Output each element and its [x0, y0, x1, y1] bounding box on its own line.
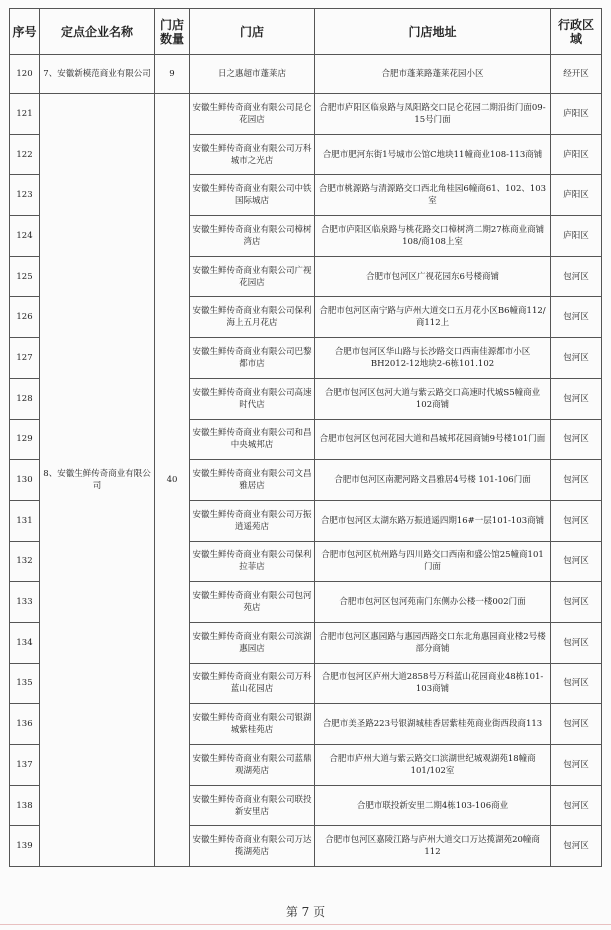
area-cell: 经开区: [551, 55, 602, 94]
count-cell: 40: [155, 94, 190, 867]
seq-cell: 125: [10, 256, 40, 297]
company-cell: 7、安徽新模范商业有限公司: [40, 55, 155, 94]
area-cell: 包河区: [551, 582, 602, 623]
store-cell: 安徽生鲜传奇商业有限公司银湖城紫桂苑店: [190, 704, 315, 745]
seq-cell: 134: [10, 622, 40, 663]
address-cell: 合肥市蓬莱路蓬莱花园小区: [315, 55, 551, 94]
seq-cell: 137: [10, 745, 40, 786]
area-cell: 包河区: [551, 500, 602, 541]
store-cell: 安徽生鲜传奇商业有限公司联投新安里店: [190, 785, 315, 826]
seq-cell: 124: [10, 216, 40, 257]
company-cell: 8、安徽生鲜传奇商业有限公司: [40, 94, 155, 867]
area-cell: 包河区: [551, 460, 602, 501]
header-seq: 序号: [10, 9, 40, 55]
store-cell: 安徽生鲜传奇商业有限公司昆仑花园店: [190, 94, 315, 135]
seq-cell: 122: [10, 134, 40, 175]
store-cell: 安徽生鲜传奇商业有限公司文昌雅居店: [190, 460, 315, 501]
area-cell: 包河区: [551, 663, 602, 704]
store-cell: 安徽生鲜传奇商业有限公司樟树湾店: [190, 216, 315, 257]
address-cell: 合肥市包河区南淝河路文昌雅居4号楼 101-106门面: [315, 460, 551, 501]
address-cell: 合肥市包河区包河花园大道和昌城邦花园商铺9号楼101门面: [315, 419, 551, 460]
area-cell: 庐阳区: [551, 216, 602, 257]
address-cell: 合肥市包河区包河大道与紫云路交口高速时代城S5幢商业102商铺: [315, 378, 551, 419]
area-cell: 庐阳区: [551, 94, 602, 135]
seq-cell: 129: [10, 419, 40, 460]
address-cell: 合肥市包河区广视花园东6号楼商铺: [315, 256, 551, 297]
seq-cell: 138: [10, 785, 40, 826]
address-cell: 合肥市包河区华山路与长沙路交口西南佳源都市小区BH2012-12地块2-6栋101.102: [315, 338, 551, 379]
area-cell: 庐阳区: [551, 175, 602, 216]
store-cell: 安徽生鲜传奇商业有限公司高速时代店: [190, 378, 315, 419]
header-area: 行政区域: [551, 9, 602, 55]
area-cell: 包河区: [551, 297, 602, 338]
store-cell: 安徽生鲜传奇商业有限公司滨湖惠园店: [190, 622, 315, 663]
address-cell: 合肥市桃源路与清源路交口西北角桂园6幢商61、102、103室: [315, 175, 551, 216]
store-cell: 安徽生鲜传奇商业有限公司万达揽湖苑店: [190, 826, 315, 867]
seq-cell: 121: [10, 94, 40, 135]
address-cell: 合肥市美圣路223号银湖城桂香居紫桂苑商业街西段商113: [315, 704, 551, 745]
area-cell: 包河区: [551, 622, 602, 663]
address-cell: 合肥市包河区杭州路与四川路交口西南和盛公馆25幢商101门面: [315, 541, 551, 582]
address-cell: 合肥市包河区嘉陵江路与庐州大道交口万达揽湖苑20幢商112: [315, 826, 551, 867]
seq-cell: 128: [10, 378, 40, 419]
seq-cell: 133: [10, 582, 40, 623]
area-cell: 包河区: [551, 785, 602, 826]
seq-cell: 123: [10, 175, 40, 216]
address-cell: 合肥市包河区包河苑南门东侧办公楼一楼002门面: [315, 582, 551, 623]
seq-cell: 127: [10, 338, 40, 379]
page-bottom-divider: [0, 924, 611, 925]
store-cell: 安徽生鲜传奇商业有限公司万科城市之光店: [190, 134, 315, 175]
seq-cell: 139: [10, 826, 40, 867]
store-cell: 安徽生鲜传奇商业有限公司和昌中央城邦店: [190, 419, 315, 460]
store-cell: 安徽生鲜传奇商业有限公司包河苑店: [190, 582, 315, 623]
store-cell: 安徽生鲜传奇商业有限公司中铁国际城店: [190, 175, 315, 216]
seq-cell: 136: [10, 704, 40, 745]
area-cell: 包河区: [551, 704, 602, 745]
address-cell: 合肥市包河区惠园路与惠园西路交口东北角惠园商业楼2号楼部分商铺: [315, 622, 551, 663]
seq-cell: 131: [10, 500, 40, 541]
store-cell: 安徽生鲜传奇商业有限公司保利海上五月花店: [190, 297, 315, 338]
table-row: [10, 94, 602, 135]
page-number: 第 7 页: [285, 905, 326, 919]
area-cell: 包河区: [551, 745, 602, 786]
header-company: 定点企业名称: [40, 9, 155, 55]
address-cell: 合肥市包河区太湖东路万振逍遥四期16#一层101-103商铺: [315, 500, 551, 541]
area-cell: 庐阳区: [551, 134, 602, 175]
address-cell: 合肥市庐阳区临泉路与桃花路交口樟树湾二期27栋商业商铺108/商108上室: [315, 216, 551, 257]
address-cell: 合肥市联投新安里二期4栋103-106商业: [315, 785, 551, 826]
store-cell: 安徽生鲜传奇商业有限公司广视花园店: [190, 256, 315, 297]
seq-cell: 135: [10, 663, 40, 704]
store-cell: 安徽生鲜传奇商业有限公司蓝鼎观湖苑店: [190, 745, 315, 786]
address-cell: 合肥市庐州大道与紫云路交口滨湖世纪城观湖苑18幢商101/102室: [315, 745, 551, 786]
area-cell: 包河区: [551, 256, 602, 297]
header-address: 门店地址: [315, 9, 551, 55]
header-count: 门店数量: [155, 9, 190, 55]
seq-cell: 130: [10, 460, 40, 501]
store-cell: 日之惠超市蓬莱店: [190, 55, 315, 94]
seq-cell: 126: [10, 297, 40, 338]
area-cell: 包河区: [551, 541, 602, 582]
store-cell: 安徽生鲜传奇商业有限公司巴黎都市店: [190, 338, 315, 379]
store-cell: 安徽生鲜传奇商业有限公司万振逍遥苑店: [190, 500, 315, 541]
header-row: [10, 9, 602, 55]
count-cell: 9: [155, 55, 190, 94]
store-cell: 安徽生鲜传奇商业有限公司保利拉菲店: [190, 541, 315, 582]
table-row: [10, 55, 602, 94]
address-cell: 合肥市庐阳区临泉路与凤阳路交口昆仑花园二期沿街门面09-15号门面: [315, 94, 551, 135]
store-table: [9, 8, 602, 867]
area-cell: 包河区: [551, 378, 602, 419]
store-cell: 安徽生鲜传奇商业有限公司万科蓝山花园店: [190, 663, 315, 704]
seq-cell: 120: [10, 55, 40, 94]
address-cell: 合肥市包河区南宁路与庐州大道交口五月花小区B6幢商112/商112上: [315, 297, 551, 338]
area-cell: 包河区: [551, 419, 602, 460]
address-cell: 合肥市包河区庐州大道2858号万科蓝山花园商业48栋101-103商铺: [315, 663, 551, 704]
header-store: 门店: [190, 9, 315, 55]
area-cell: 包河区: [551, 826, 602, 867]
seq-cell: 132: [10, 541, 40, 582]
address-cell: 合肥市肥河东街1号城市公馆C地块11幢商业108-113商铺: [315, 134, 551, 175]
area-cell: 包河区: [551, 338, 602, 379]
